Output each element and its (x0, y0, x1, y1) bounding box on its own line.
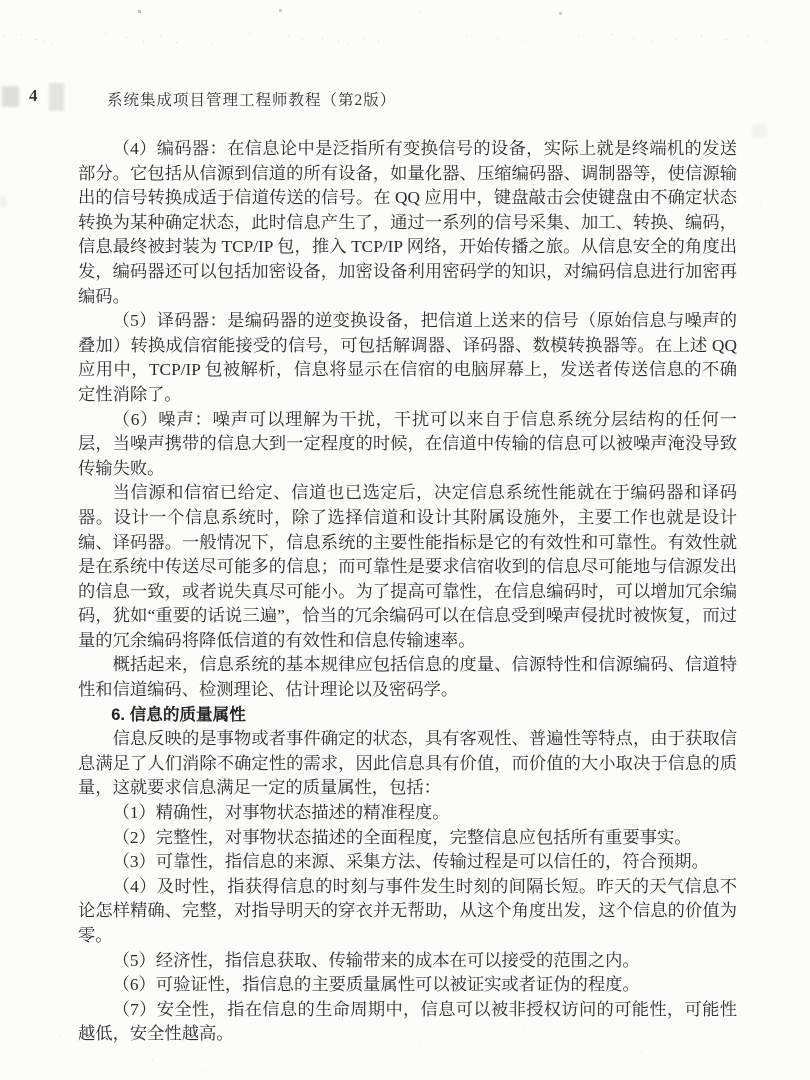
quality-item-2: （2）完整性，对事物状态描述的全面程度，完整信息应包括所有重要事实。 (112, 827, 692, 847)
paragraph-summary: 概括起来，信息系统的基本规律应包括信息的度量、信源特性和信源编码、信道特性和信道编码、检测理论、估计理论以及密码学。 (78, 655, 737, 700)
quality-item-3: （3）可靠性，指信息的来源、采集方法、传输过程是可以信任的，符合预期。 (112, 852, 709, 872)
paragraph-quality-intro: 信息反映的是事物或者事件确定的状态，具有客观性、普遍性等特点，由于获取信息满足了人们消除不确定性的需求，因此信息具有价值，而价值的大小取决于信息的质量，这就要求信息满足一定的质量属性，包括： (78, 729, 737, 798)
section-heading-information-quality: 6. 信息的质量属性 (111, 704, 246, 724)
paragraph-decoder: （5）译码器：是编码器的逆变换设备，把信道上送来的信号（原始信息与噪声的叠加）转换成信宿能接受的信号，可包括解调器、译码器、数模转换器等。在上述 QQ 应用中，TCP/IP 包被解析，信息将显示在信宿的电脑屏幕上，发送者传送信息的不确定性消除了。 (78, 311, 737, 404)
scan-noise-speckles (0, 0, 1, 1)
page-body-text (78, 137, 737, 1047)
quality-item-1: （1）精确性，对事物状态描述的精准程度。 (112, 803, 450, 823)
quality-item-7: （7）安全性，指在信息的生命周期中，信息可以被非授权访问的可能性，可能性越低，安全性越高。 (78, 999, 737, 1044)
page-number: 4 (29, 86, 38, 105)
scan-smudge (0, 196, 6, 207)
quality-item-5: （5）经济性，指信息获取、传输带来的成本在可以接受的范围之内。 (112, 950, 640, 970)
paragraph-system-design: 当信源和信宿已给定、信道也已选定后，决定信息系统性能就在于编码器和译码器。设计一个信息系统时，除了选择信道和设计其附属设施外，主要工作也就是设计编、译码器。一般情况下，信息系统的主要性能指标是它的有效性和可靠性。有效性就是在系统中传送尽可能多的信息；而可靠性是要求信宿收到的信息尽可能地与信源发出的信息一致，或者说失真尽可能小。为了提高可靠性，在信息编码时，可以增加冗余编码，犹如“重要的话说三遍”，恰当的冗余编码可以在信息受到噪声侵扰时被恢复，而过量的冗余编码将降低信道的有效性和信息传输速率。 (78, 483, 737, 650)
scan-smudge (752, 124, 767, 138)
quality-item-6: （6）可验证性，指信息的主要质量属性可以被证实或者证伪的程度。 (112, 975, 640, 995)
page-header (0, 86, 810, 110)
paragraph-noise: （6）噪声：噪声可以理解为干扰，干扰可以来自于信息系统分层结构的任何一层，当噪声携带的信息大到一定程度的时候，在信道中传输的信息可以被噪声淹没导致传输失败。 (78, 409, 737, 478)
running-head-book-title: 系统集成项目管理工程师教程（第2版） (107, 92, 397, 109)
quality-item-4: （4）及时性，指获得信息的时刻与事件发生时刻的间隔长短。昨天的天气信息不论怎样精确、完整，对指导明天的穿衣并无帮助，从这个角度出发，这个信息的价值为零。 (78, 876, 737, 945)
paragraph-encoder: （4）编码器：在信息论中是泛指所有变换信号的设备，实际上就是终端机的发送部分。它包括从信源到信道的所有设备，如量化器、压缩编码器、调制器等，使信源输出的信号转换成适于信道传送的信号。在 QQ 应用中，键盘敲击会使键盘由不确定状态转换为某种确定状态，此时信息产生了，通过一系列的信号采集、加工、转换、编码，信息最终被封装为 TCP/IP 包，推入 TCP/IP 网络，开始传播之旅。从信息安全的角度出发，编码器还可以包括加密设备，加密设备利用密码学的知识，对编码信息进行加密再编码。 (78, 139, 737, 306)
